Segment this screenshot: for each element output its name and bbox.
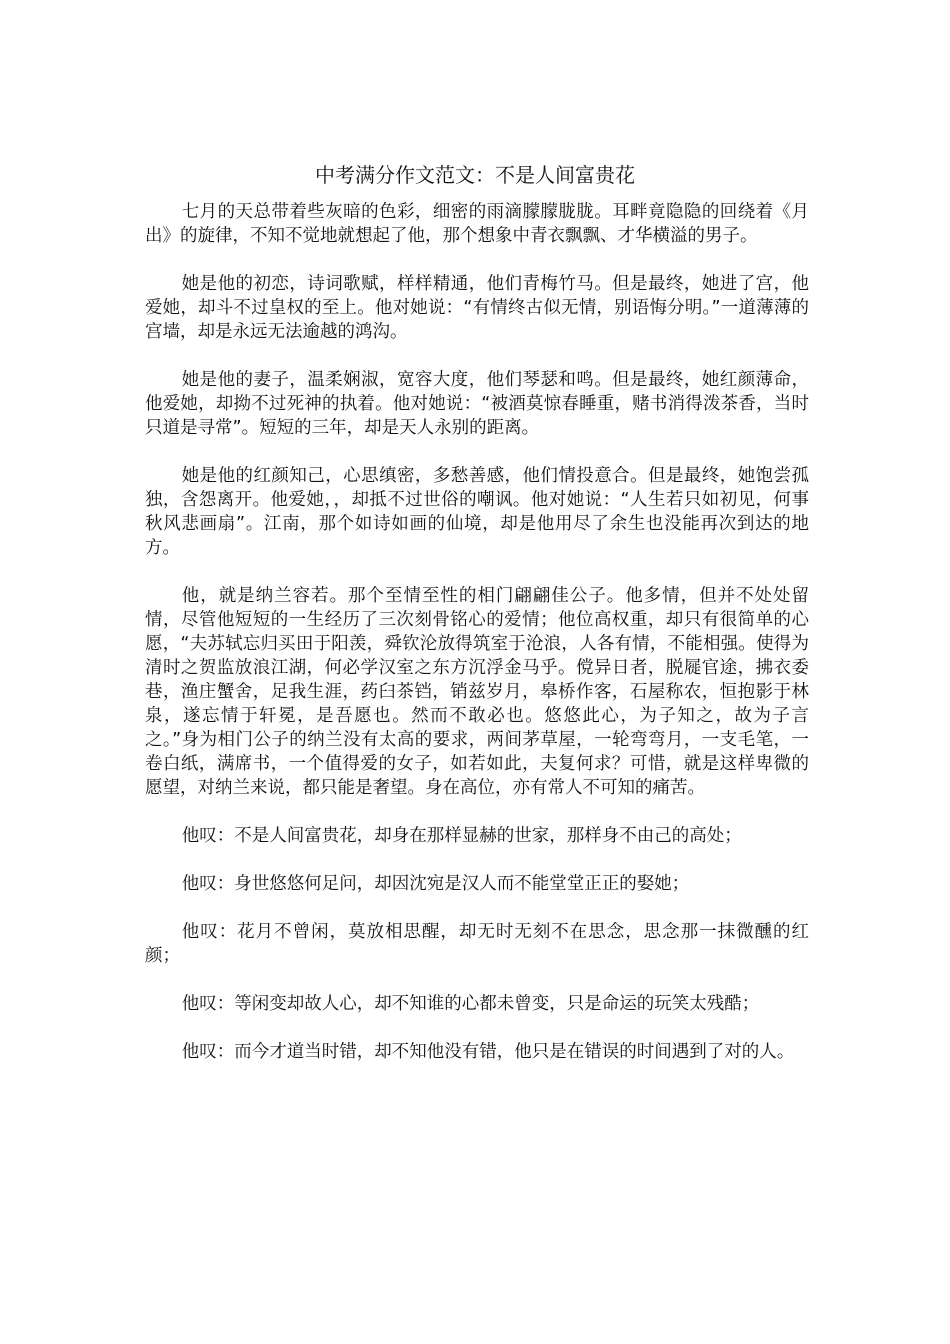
paragraph: 他叹：不是人间富贵花，却身在那样显赫的世家，那样身不由己的高处； — [181, 826, 742, 846]
paragraph: 他叹：等闲变却故人心，却不知谁的心都未曾变，只是命运的玩笑太残酷； — [181, 994, 760, 1014]
paragraph: 她是他的红颜知己，心思缜密，多愁善感，他们情投意合。但是最终，她饱尝孤独，含怨离开。他爱她，，却抵不过世俗的嘲讽。他对她说：“人生若只如初见，何事秋风悲画扇”。江南，那个如诗如画的仙境，却是他用尽了余生也没能再次到达的地方。 — [145, 466, 809, 558]
document-title: 中考满分作文范文：不是人间富贵花 — [315, 163, 635, 187]
paragraph: 七月的天总带着些灰暗的色彩，细密的雨滴朦朦胧胧。耳畔竟隐隐的回绕着《月出》的旋律，不知不觉地就想起了他，那个想象中青衣飘飘、才华横溢的男子。 — [145, 202, 809, 246]
paragraph: 他叹：而今才道当时错，却不知他没有错，他只是在错误的时间遇到了对的人。 — [181, 1042, 795, 1062]
paragraph: 他叹：花月不曾闲，莫放相思醒，却无时无刻不在思念，思念那一抹微醺的红颜； — [145, 922, 809, 966]
paragraph: 她是他的妻子，温柔娴淑，宽容大度，他们琴瑟和鸣。但是最终，她红颜薄命，他爱她，却拗不过死神的执着。他对她说：“被酒莫惊春睡重，赌书消得泼茶香，当时只道是寻常”。短短的三年，却是天人永别的距离。 — [145, 370, 809, 438]
paragraph: 他，就是纳兰容若。那个至情至性的相门翩翩佳公子。他多情，但并不处处留情，尽管他短短的一生经历了三次刻骨铭心的爱情；他位高权重，却只有很简单的心愿，“夫苏轼忘归买田于阳羡，舜钦沦放得筑室于沧浪，人各有情，不能相强。使得为清时之贺监放浪江湖，何必学汉室之东方沉浮金马乎。傥异日者，脱屣官途，拂衣委巷，渔庄蟹舍，足我生涯，药臼茶铛，销兹岁月，皋桥作客，石屋称农，恒抱影于林泉，遂忘情于轩冕，是吾愿也。然而不敢必也。悠悠此心，为子知之，故为子言之。”身为相门公子的纳兰没有太高的要求，两间茅草屋，一轮弯弯月，一支毛笔，一卷白纸，满席书，一个值得爱的女子，如若如此，夫复何求？可惜，就是这样卑微的愿望，对纳兰来说，都只能是奢望。身在高位，亦有常人不可知的痛苦。 — [145, 586, 809, 798]
paragraph: 他叹：身世悠悠何足问，却因沈宛是汉人而不能堂堂正正的娶她； — [181, 874, 690, 894]
paragraph: 她是他的初恋，诗词歌赋，样样精通，他们青梅竹马。但是最终，她进了宫，他爱她，却斗不过皇权的至上。他对她说：“有情终古似无情，别语悔分明。”一道薄薄的宫墙，却是永远无法逾越的鸿沟。 — [145, 274, 809, 342]
document-body — [145, 200, 809, 1088]
